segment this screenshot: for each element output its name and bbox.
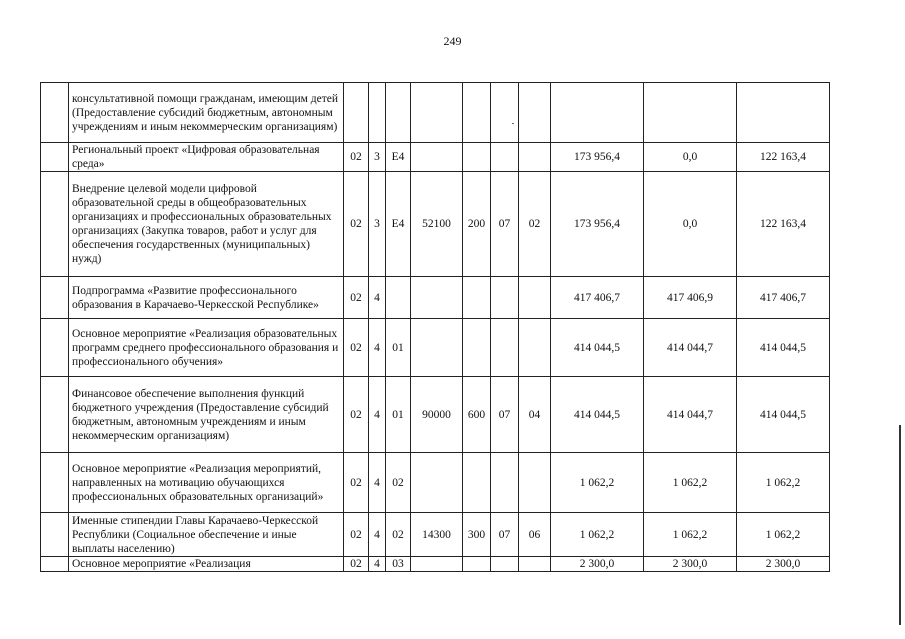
table-row — [41, 453, 830, 513]
row-sum-s1: 414 044,5 — [551, 319, 644, 377]
budget-table — [40, 82, 830, 572]
row-code-c7 — [519, 319, 551, 377]
row-name: Основное мероприятие «Реализация — [69, 557, 344, 572]
row-blank-cell — [41, 83, 69, 143]
row-sum-s2: 0,0 — [644, 172, 737, 277]
row-code-c3: 01 — [386, 319, 411, 377]
row-code-c4: 52100 — [411, 172, 463, 277]
row-sum-s3: 122 163,4 — [737, 172, 830, 277]
row-code-c6 — [491, 453, 519, 513]
row-code-c6: 07 — [491, 172, 519, 277]
row-code-c4 — [411, 557, 463, 572]
row-code-c5: 200 — [463, 172, 491, 277]
row-sum-s2: 2 300,0 — [644, 557, 737, 572]
row-code-c2: 3 — [369, 143, 386, 172]
row-code-c7: 02 — [519, 172, 551, 277]
row-code-c3: 02 — [386, 513, 411, 557]
row-code-c3: 01 — [386, 377, 411, 453]
row-code-c5 — [463, 557, 491, 572]
row-code-c3 — [386, 83, 411, 143]
row-name: Подпрограмма «Развитие профессионального образования в Карачаево-Черкесской Республике» — [69, 277, 344, 319]
row-code-c5 — [463, 83, 491, 143]
page-number: 249 — [443, 34, 462, 48]
row-code-c6: 07 — [491, 513, 519, 557]
row-code-c4 — [411, 143, 463, 172]
row-sum-s3 — [737, 83, 830, 143]
row-code-c5: 600 — [463, 377, 491, 453]
table-row — [41, 377, 830, 453]
row-code-c7: 04 — [519, 377, 551, 453]
scan-dot — [512, 123, 514, 124]
row-code-c1: 02 — [344, 172, 369, 277]
row-code-c2: 4 — [369, 557, 386, 572]
row-code-c1 — [344, 83, 369, 143]
table-row — [41, 143, 830, 172]
row-sum-s2: 417 406,9 — [644, 277, 737, 319]
row-code-c3: 02 — [386, 453, 411, 513]
row-sum-s1: 414 044,5 — [551, 377, 644, 453]
row-code-c7 — [519, 453, 551, 513]
table-row — [41, 277, 830, 319]
row-blank-cell — [41, 172, 69, 277]
row-name: Именные стипендии Главы Карачаево-Черкесской Республики (Социальное обеспечение и иные выплаты населению) — [69, 513, 344, 557]
row-code-c3: Е4 — [386, 143, 411, 172]
row-code-c1: 02 — [344, 453, 369, 513]
row-blank-cell — [41, 143, 69, 172]
row-sum-s3: 414 044,5 — [737, 319, 830, 377]
row-blank-cell — [41, 557, 69, 572]
row-code-c6: 07 — [491, 377, 519, 453]
row-code-c2: 4 — [369, 377, 386, 453]
row-code-c1: 02 — [344, 513, 369, 557]
row-sum-s2: 1 062,2 — [644, 453, 737, 513]
row-code-c7 — [519, 557, 551, 572]
row-code-c7 — [519, 143, 551, 172]
row-sum-s1: 1 062,2 — [551, 453, 644, 513]
row-code-c1: 02 — [344, 377, 369, 453]
row-sum-s1 — [551, 83, 644, 143]
row-code-c1: 02 — [344, 143, 369, 172]
row-name: Региональный проект «Цифровая образовательная среда» — [69, 143, 344, 172]
row-code-c7 — [519, 83, 551, 143]
row-sum-s3: 417 406,7 — [737, 277, 830, 319]
row-code-c3 — [386, 277, 411, 319]
row-code-c2: 4 — [369, 277, 386, 319]
row-sum-s2: 414 044,7 — [644, 377, 737, 453]
row-sum-s2: 1 062,2 — [644, 513, 737, 557]
row-name: Основное мероприятие «Реализация мероприятий, направленных на мотивацию обучающихся профессиональных образовательных организаций» — [69, 453, 344, 513]
row-name: Финансовое обеспечение выполнения функций бюджетного учреждения (Предоставление субсидий бюджетным, автономным учреждениям и иным некоммерческим организациям) — [69, 377, 344, 453]
row-code-c4: 90000 — [411, 377, 463, 453]
row-code-c6 — [491, 557, 519, 572]
row-code-c6 — [491, 143, 519, 172]
row-blank-cell — [41, 453, 69, 513]
row-sum-s2: 0,0 — [644, 143, 737, 172]
row-code-c2: 4 — [369, 513, 386, 557]
row-sum-s1: 417 406,7 — [551, 277, 644, 319]
row-code-c5 — [463, 277, 491, 319]
row-code-c2: 4 — [369, 453, 386, 513]
row-blank-cell — [41, 513, 69, 557]
row-sum-s1: 173 956,4 — [551, 143, 644, 172]
row-sum-s3: 122 163,4 — [737, 143, 830, 172]
row-sum-s1: 1 062,2 — [551, 513, 644, 557]
row-code-c4: 14300 — [411, 513, 463, 557]
row-code-c6 — [491, 83, 519, 143]
row-name: консультативной помощи гражданам, имеющим детей (Предоставление субсидий бюджетным, автономным учреждениям и иным некоммерческим организациям) — [69, 83, 344, 143]
row-code-c2: 4 — [369, 319, 386, 377]
row-code-c5 — [463, 143, 491, 172]
row-code-c3: Е4 — [386, 172, 411, 277]
table-row — [41, 319, 830, 377]
row-code-c7: 06 — [519, 513, 551, 557]
row-code-c4 — [411, 83, 463, 143]
row-blank-cell — [41, 377, 69, 453]
table-row — [41, 557, 830, 572]
row-code-c7 — [519, 277, 551, 319]
table-row — [41, 513, 830, 557]
row-code-c2 — [369, 83, 386, 143]
row-code-c4 — [411, 319, 463, 377]
row-blank-cell — [41, 319, 69, 377]
row-code-c2: 3 — [369, 172, 386, 277]
row-name: Основное мероприятие «Реализация образовательных программ среднего профессионального образования и профессионального обучения» — [69, 319, 344, 377]
row-code-c4 — [411, 277, 463, 319]
row-code-c1: 02 — [344, 277, 369, 319]
row-sum-s1: 2 300,0 — [551, 557, 644, 572]
row-code-c1: 02 — [344, 319, 369, 377]
row-sum-s2 — [644, 83, 737, 143]
row-code-c1: 02 — [344, 557, 369, 572]
row-sum-s1: 173 956,4 — [551, 172, 644, 277]
row-blank-cell — [41, 277, 69, 319]
row-code-c6 — [491, 277, 519, 319]
row-sum-s3: 414 044,5 — [737, 377, 830, 453]
row-code-c5 — [463, 453, 491, 513]
row-name: Внедрение целевой модели цифровой образовательной среды в общеобразовательных организациях и профессиональных образовательных организациях (Закупка товаров, работ и услуг для обеспечения государственных (муниципальных) нужд) — [69, 172, 344, 277]
row-sum-s3: 1 062,2 — [737, 513, 830, 557]
table-row — [41, 172, 830, 277]
row-sum-s3: 2 300,0 — [737, 557, 830, 572]
row-code-c5 — [463, 319, 491, 377]
row-code-c4 — [411, 453, 463, 513]
row-code-c6 — [491, 319, 519, 377]
scan-edge-line — [899, 425, 901, 625]
row-sum-s2: 414 044,7 — [644, 319, 737, 377]
table-row — [41, 83, 830, 143]
row-code-c5: 300 — [463, 513, 491, 557]
row-sum-s3: 1 062,2 — [737, 453, 830, 513]
row-code-c3: 03 — [386, 557, 411, 572]
